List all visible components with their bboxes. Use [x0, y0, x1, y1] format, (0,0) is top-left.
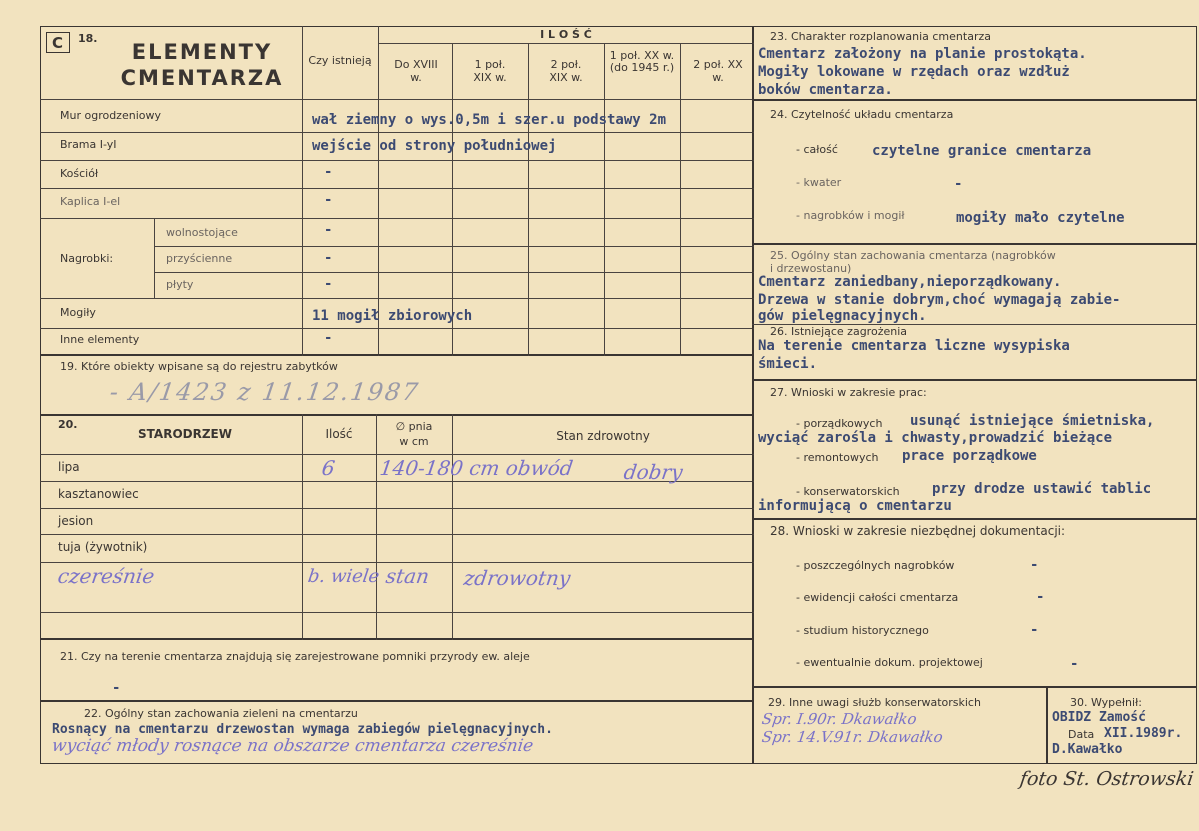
- diameter-header-2: w cm: [399, 435, 429, 448]
- kwater-value: -: [954, 176, 963, 192]
- tree-row-2-name: kasztanowiec: [58, 487, 139, 501]
- nagrobkow-label: - nagrobków i mogił: [796, 209, 905, 222]
- section-20-number: 20.: [58, 418, 78, 431]
- title-line2: CMENTARZA: [120, 66, 284, 90]
- section-29-label: 29. Inne uwagi służb konserwatorskich: [768, 696, 981, 709]
- section-26-label: 26. Istniejące zagrożenia: [770, 325, 908, 338]
- mur-value: wał ziemny o wys.0,5m i szer.u podstawy 2m: [312, 112, 667, 128]
- section-23-label: 23. Charakter rozplanowania cmentarza: [770, 30, 991, 43]
- doc-item-2-value: -: [1036, 589, 1045, 605]
- doc-item-1-value: -: [1030, 557, 1039, 573]
- section-30-date: XII.1989r.: [1104, 726, 1183, 741]
- calosc-value: czytelne granice cmentarza: [872, 143, 1092, 159]
- przyscienne-value: -: [324, 250, 333, 266]
- calosc-label: - całość: [796, 143, 838, 156]
- section-26-line2: śmieci.: [758, 356, 818, 372]
- tree-row-4-name: tuja (żywotnik): [58, 540, 148, 554]
- section-29-hand1: Spr. I.90r. Dkawałko: [760, 710, 918, 728]
- photo-credit: foto St. Ostrowski: [1018, 768, 1195, 790]
- section-29-hand2: Spr. 14.V.91r. Dkawałko: [760, 728, 945, 746]
- section-22-typed: Rosnący na cmentarzu drzewostan wymaga zabiegów pielęgnacyjnych.: [52, 722, 553, 737]
- record-card: [40, 26, 1197, 764]
- section-25-line2: Drzewa w stanie dobrym,choć wymagają zabie-: [758, 292, 1121, 308]
- period-2: 1 poł. XIX w.: [473, 58, 507, 84]
- section-30-data-label: Data: [1068, 728, 1095, 741]
- plyty-value: -: [324, 276, 333, 292]
- tree-row-5-state: zdrowotny: [462, 566, 573, 590]
- mogily-value: 11 mogił zbiorowych: [312, 308, 473, 324]
- state-header: Stan zdrowotny: [556, 429, 650, 443]
- nagrobki-wolnostojace: wolnostojące: [166, 226, 238, 239]
- section-25-label-2: i drzewostanu): [770, 262, 852, 275]
- brama-label: Brama I-yI: [60, 138, 117, 151]
- section-25-line3: gów pielęgnacyjnych.: [758, 308, 927, 324]
- category-code: C: [52, 34, 64, 52]
- nagrobki-label: Nagrobki:: [60, 252, 114, 265]
- konserwatorskich-line2: informującą o cmentarzu: [758, 498, 952, 514]
- nagrobki-plyty: płyty: [166, 278, 194, 291]
- period-5: 2 poł. XX w.: [693, 58, 743, 84]
- section-30-name: D.Kawałko: [1052, 742, 1123, 757]
- remontowych-value: prace porządkowe: [902, 448, 1037, 464]
- section-25-label-1: 25. Ogólny stan zachowania cmentarza (nagrobków: [770, 249, 1056, 262]
- section-28-label: 28. Wnioski w zakresie niezbędnej dokumentacji:: [770, 524, 1066, 538]
- quantity-header: I L O Ś Ć: [540, 28, 592, 41]
- section-27-label: 27. Wnioski w zakresie prac:: [770, 386, 927, 399]
- nagrobkow-value: mogiły mało czytelne: [956, 210, 1125, 226]
- period-4: 1 poł. XX w. (do 1945 r.): [609, 49, 675, 74]
- konserwatorskich-line1: przy drodze ustawić tablic: [932, 481, 1152, 497]
- section-23-line2: Mogiły lokowane w rzędach oraz wzdłuż: [758, 64, 1070, 80]
- konserwatorskich-label: - konserwatorskich: [796, 485, 900, 498]
- section-21-box: [40, 638, 754, 702]
- starodrzew-header: STARODRZEW: [138, 427, 232, 441]
- section-19-value: - A/1423 z 11.12.1987: [108, 378, 422, 406]
- doc-item-1: - poszczególnych nagrobków: [796, 559, 955, 572]
- section-26-line1: Na terenie cmentarza liczne wysypiska: [758, 338, 1070, 354]
- kosciol-value: -: [324, 164, 333, 180]
- section-25-line1: Cmentarz zaniedbany,nieporządkowany.: [758, 274, 1062, 290]
- section-21-label: 21. Czy na terenie cmentarza znajdują się zarejestrowane pomniki przyrody ew. aleje: [60, 650, 530, 663]
- tree-row-3-name: jesion: [58, 514, 94, 528]
- porzadkowych-line2: wyciąć zarośla i chwasty,prowadzić bieżące: [758, 430, 1113, 446]
- tree-row-5-count: b. wiele: [306, 566, 381, 587]
- doc-item-4: - ewentualnie dokum. projektowej: [796, 656, 983, 669]
- section-23-line3: boków cmentarza.: [758, 82, 893, 98]
- doc-item-4-value: -: [1070, 656, 1079, 672]
- wolnostojace-value: -: [324, 222, 333, 238]
- tree-row-1-diameter: 140-180 cm obwód: [378, 456, 575, 480]
- remontowych-label: - remontowych: [796, 451, 879, 464]
- exists-column-header: Czy istnieją: [308, 54, 372, 67]
- mogily-label: Mogiły: [60, 306, 96, 319]
- doc-item-3: - studium historycznego: [796, 624, 929, 637]
- kwater-label: - kwater: [796, 176, 842, 189]
- count-header: Ilość: [325, 427, 353, 441]
- section-19-label: 19. Które obiekty wpisane są do rejestru zabytków: [60, 360, 338, 373]
- porzadkowych-line1: usunąć istniejące śmietniska,: [910, 413, 1155, 429]
- period-1: Do XVIII w.: [394, 58, 438, 84]
- mur-label: Mur ogrodzeniowy: [60, 109, 161, 122]
- section-24-label: 24. Czytelność układu cmentarza: [770, 108, 954, 121]
- section-23-line1: Cmentarz założony na planie prostokąta.: [758, 46, 1087, 62]
- section-22-label: 22. Ogólny stan zachowania zieleni na cmentarzu: [84, 707, 358, 720]
- doc-item-2: - ewidencji całości cmentarza: [796, 591, 959, 604]
- kaplica-value: -: [324, 192, 333, 208]
- section-21-value: -: [112, 680, 121, 696]
- nagrobki-przyscienne: przyścienne: [166, 252, 233, 265]
- period-3: 2 poł. XIX w.: [549, 58, 583, 84]
- tree-row-5-name: czereśnie: [56, 564, 157, 588]
- kosciol-label: Kościół: [60, 167, 99, 180]
- section-30-label: 30. Wypełnił:: [1070, 696, 1142, 709]
- brama-value: wejście od strony południowej: [312, 138, 557, 154]
- section-number: 18.: [78, 32, 98, 45]
- diameter-header-1: ∅ pnia: [395, 420, 433, 433]
- doc-item-3-value: -: [1030, 622, 1039, 638]
- kaplica-label: Kaplica I-el: [60, 195, 121, 208]
- section-22-handwritten: wyciąć młody rosnące na obszarze cmentarza czereśnie: [50, 736, 535, 756]
- inne-value: -: [324, 330, 333, 346]
- tree-row-5-diameter: stan: [384, 564, 431, 588]
- section-30-org: OBIDZ Zamość: [1052, 710, 1146, 725]
- tree-row-1-state: dobry: [622, 460, 685, 484]
- porzadkowych-label: - porządkowych: [796, 417, 883, 430]
- inne-label: Inne elementy: [60, 333, 140, 346]
- tree-row-1-name: lipa: [58, 460, 80, 474]
- tree-row-1-count: 6: [320, 456, 337, 480]
- title-line1: ELEMENTY: [131, 40, 273, 64]
